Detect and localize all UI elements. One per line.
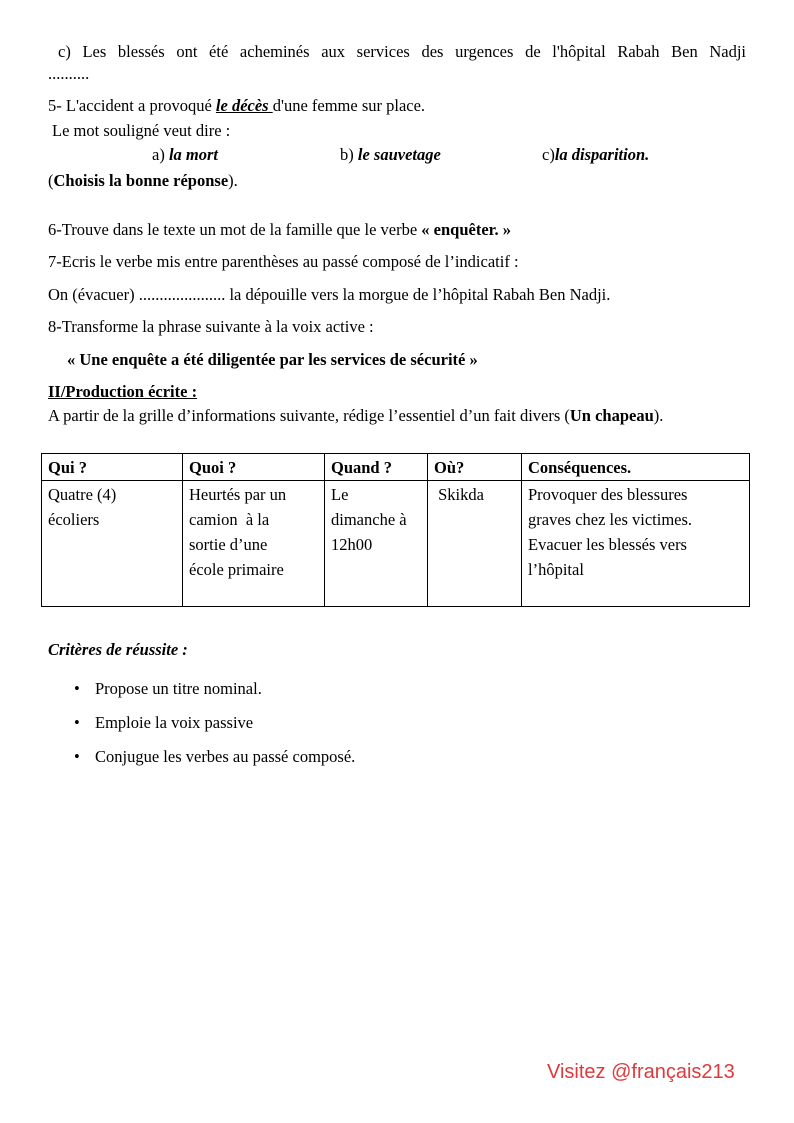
cell-line: 12h00 <box>331 535 373 554</box>
option-c <box>542 145 649 165</box>
watermark-link: Visitez @français213 <box>547 1061 735 1083</box>
header-quand: Quand ? <box>325 454 428 481</box>
cell-line: dimanche à <box>331 510 407 529</box>
question-8-sentence: « Une enquête a été diligentée par les services de sécurité » <box>67 350 478 369</box>
list-item <box>48 746 355 780</box>
production-instruction <box>48 406 663 426</box>
header-quoi: Quoi ? <box>183 454 325 481</box>
cell-line: école primaire <box>189 560 284 579</box>
criteria-item-text: Emploie la voix passive <box>95 713 254 732</box>
cell-ou <box>428 481 522 607</box>
underlined-word: le décès <box>215 96 273 115</box>
option-a-text: la mort <box>168 145 219 164</box>
header-qui: Qui ? <box>42 454 183 481</box>
question-5-after: d'une femme sur place. <box>272 96 426 115</box>
option-b-letter: b) <box>340 145 358 164</box>
question-4c-text: c) Les blessés ont été acheminés aux services des urgences de l'hôpital Rabah Ben Nadji <box>58 42 746 61</box>
question-7-instruction: 7-Ecris le verbe mis entre parenthèses au passé composé de l’indicatif : <box>48 252 519 271</box>
option-a <box>152 145 218 165</box>
question-5 <box>48 96 425 116</box>
question-8-instruction: 8-Transforme la phrase suivante à la voix active : <box>48 317 374 336</box>
question-6-word: « enquêter. » <box>421 220 511 239</box>
bullet-icon: • <box>74 713 80 732</box>
option-c-letter: c) <box>542 145 555 164</box>
header-ou: Où? <box>428 454 522 481</box>
cell-quoi <box>183 481 325 607</box>
cell-line: Provoquer des blessures <box>528 485 688 504</box>
cell-line: Quatre (4) <box>48 485 117 504</box>
bullet-icon: • <box>74 679 80 698</box>
section-heading: II/Production écrite : <box>48 382 198 401</box>
bullet-icon: • <box>74 747 80 766</box>
production-text-bold: Un chapeau <box>569 406 654 425</box>
list-item <box>48 678 355 712</box>
cell-line: sortie d’une <box>189 535 268 554</box>
information-grid <box>41 453 750 607</box>
paren-close: ). <box>228 171 238 190</box>
option-a-letter: a) <box>152 145 169 164</box>
cell-line: l’hôpital <box>528 560 584 579</box>
cell-line: Le <box>331 485 349 504</box>
cell-line: Heurtés par un <box>189 485 287 504</box>
cell-line: écoliers <box>48 510 100 529</box>
grid-header-row <box>42 454 750 481</box>
criteria-title: Critères de réussite : <box>48 640 188 659</box>
question-5-before: 5- L'accident a provoqué <box>48 96 216 115</box>
cell-qui <box>42 481 183 607</box>
question-6-text: 6-Trouve dans le texte un mot de la famille que le verbe <box>48 220 422 239</box>
list-item <box>48 712 355 746</box>
question-5-instruction <box>48 171 238 191</box>
production-text-before: A partir de la grille d’informations suivante, rédige l’essentiel d’un fait divers ( <box>48 406 570 425</box>
cell-line: Skikda <box>434 485 484 504</box>
cell-consequences <box>522 481 750 607</box>
header-consequences: Conséquences. <box>522 454 750 481</box>
cell-line: camion à la <box>189 510 270 529</box>
cell-line: Evacuer les blessés vers <box>528 535 687 554</box>
question-4c-line <box>48 42 746 62</box>
paren-open: ( <box>48 171 54 190</box>
question-7-sentence: On (évacuer) ..................... la dépouille vers la morgue de l’hôpital Rabah Ben Nadji. <box>48 285 611 304</box>
question-6 <box>48 220 511 240</box>
cell-quand <box>325 481 428 607</box>
criteria-item-text: Conjugue les verbes au passé composé. <box>95 747 356 766</box>
grid-data-row <box>42 481 750 607</box>
question-5-prompt: Le mot souligné veut dire : <box>52 121 231 140</box>
criteria-list <box>48 678 355 780</box>
instruction-bold: Choisis la bonne réponse <box>53 171 229 190</box>
criteria-item-text: Propose un titre nominal. <box>95 679 262 698</box>
cell-line: graves chez les victimes. <box>528 510 693 529</box>
answer-dots: .......... <box>48 64 90 83</box>
option-b-text: le sauvetage <box>357 145 441 164</box>
production-text-after: ). <box>653 406 664 425</box>
option-b <box>340 145 441 165</box>
option-c-text: la disparition. <box>554 145 650 164</box>
